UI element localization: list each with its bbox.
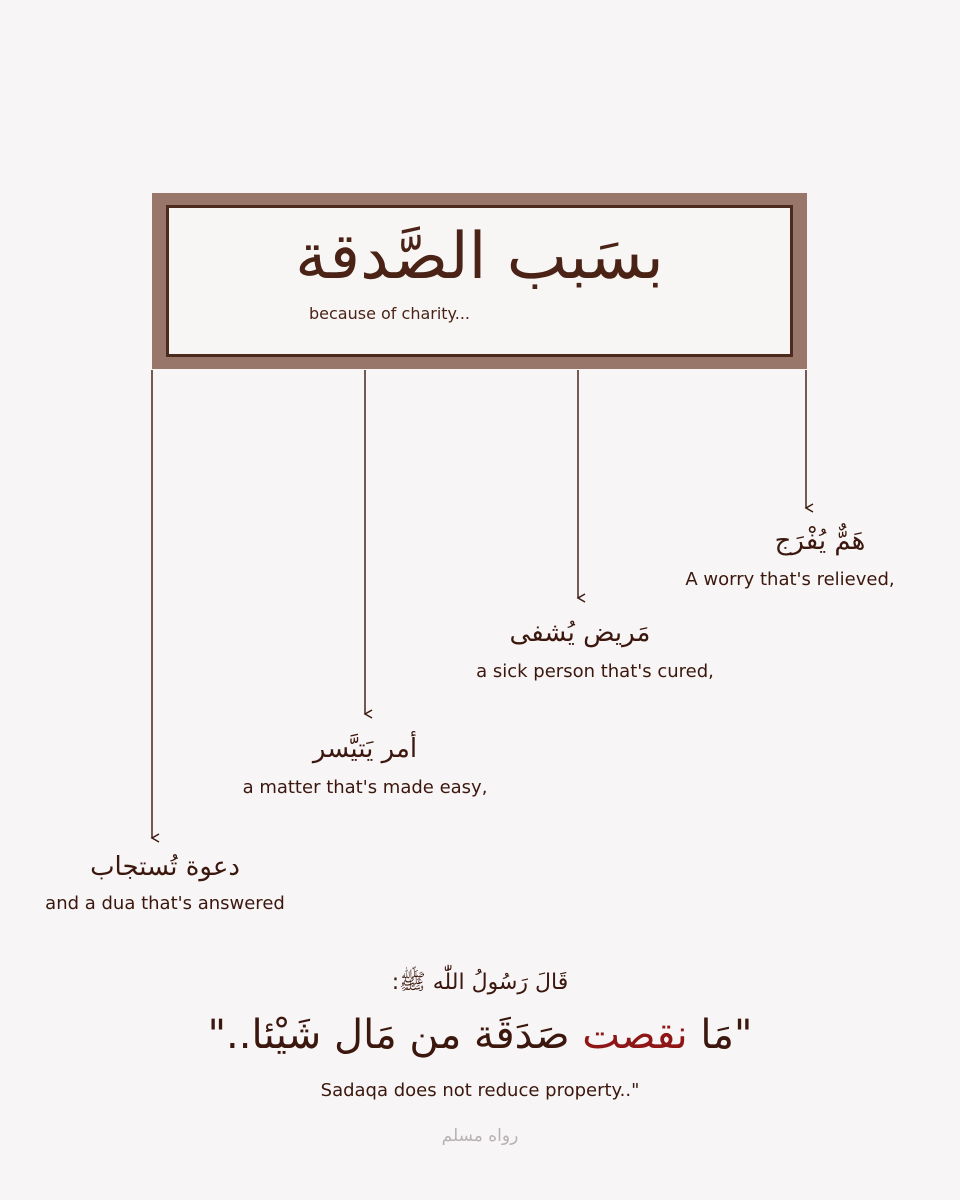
hadith-part2: صَدَقَة من مَال شَيْئا.. [226,1012,583,1058]
item-matter-arabic: أمر يَتيَّسر [312,734,418,764]
item-worry-english: A worry that's relieved, [685,569,895,590]
quote-close-mark: " [207,1012,227,1058]
hadith-intro: قَالَ رَسُولُ اللّٰه ﷺ: [391,970,569,995]
hadith-english: Sadaqa does not reduce property.." [320,1080,640,1101]
hadith-highlight: نقصت [582,1012,688,1058]
quote-open-mark: " [733,1012,753,1058]
item-dua-english: and a dua that's answered [45,893,285,914]
title-arabic: بسَبب الصَّدقة [295,220,664,294]
hadith-source: رواه مسلم [441,1126,519,1146]
hadith-arabic [0,1012,960,1058]
item-sick-english: a sick person that's cured, [476,661,714,682]
item-worry-arabic: هَمٌّ يُفْرَج [774,526,866,556]
item-matter-english: a matter that's made easy, [242,777,488,798]
title-english: because of charity... [309,304,470,323]
item-dua-arabic: دعوة تُستجاب [90,852,240,882]
item-sick-arabic: مَريض يُشفى [509,618,651,648]
hadith-part1: مَا [687,1012,734,1058]
